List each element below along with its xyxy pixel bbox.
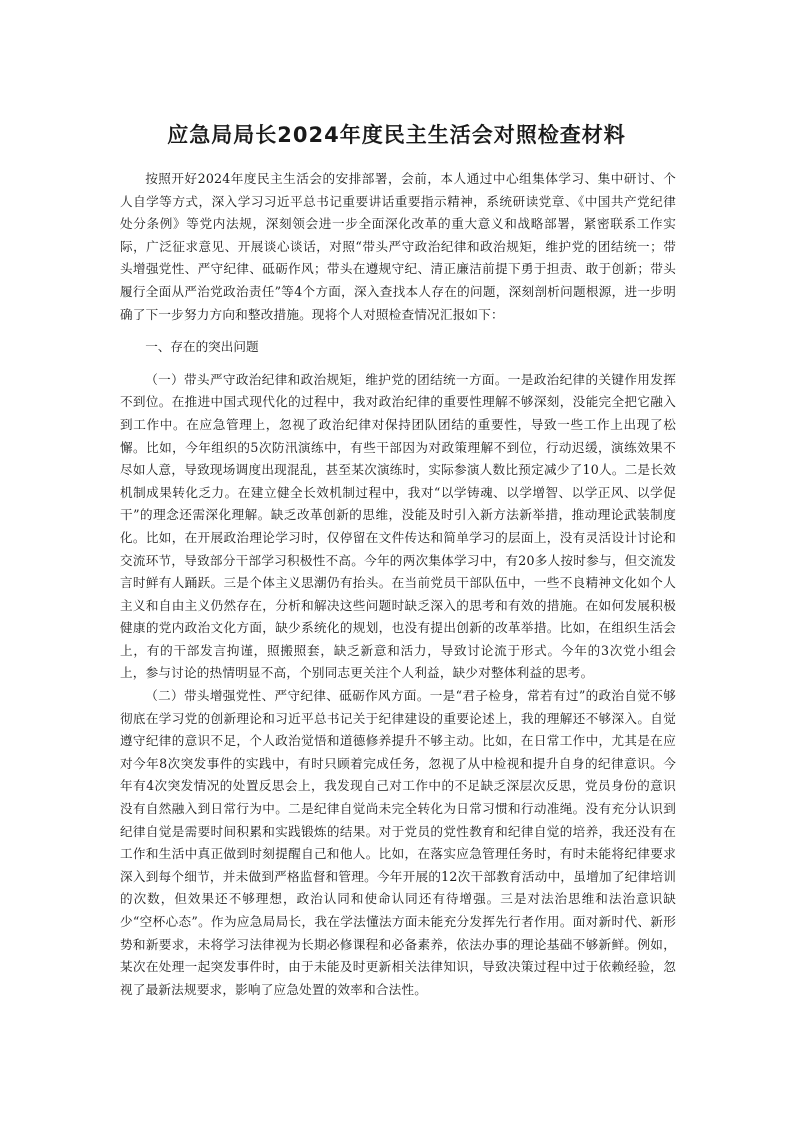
document-body bbox=[120, 168, 676, 1001]
paragraph-political-discipline: （一）带头严守政治纪律和政治规矩，维护党的团结统一方面。一是政治纪律的关键作用发挥不到位。在推进中国式现代化的过程中，我对政治纪律的重要性理解不够深刻，没能完全把它融入到工作中。在应急管理上，忽视了政治纪律对保持团队团结的重要性，导致一些工作上出现了松懈。比如，今年组织的5次防汛演练中，有些干部因为对政策理解不到位，行动迟缓，演练效果不尽如人意，导致现场调度出现混乱，甚至某次演练时，实际参演人数比预定减少了10人。二是长效机制成果转化乏力。在建立健全长效机制过程中，我对“以学铸魂、以学增智、以学正风、以学促干”的理念还需深化理解。缺乏改革创新的思维，没能及时引入新方法新举措，推动理论武装制度化。比如，在开展政治理论学习时，仅停留在文件传达和简单学习的层面上，没有灵活设计讨论和交流环节，导致部分干部学习积极性不高。今年的两次集体学习中，有20多人按时参与，但交流发言时鲜有人踊跃。三是个体主义思潮仍有抬头。在当前党员干部队伍中，一些不良精神文化如个人主义和自由主义仍然存在，分析和解决这些问题时缺乏深入的思考和有效的措施。在如何发展积极健康的党内政治文化方面，缺少系统化的规划，也没有提出创新的改革举措。比如，在组织生活会上，有的干部发言拘谨，照搬照套，缺乏新意和活力，导致讨论流于形式。今年的3次党小组会上，参与讨论的热情明显不高，个别同志更关注个人利益，缺少对整体利益的思考。 bbox=[120, 371, 676, 681]
intro-paragraph: 按照开好2024年度民主生活会的安排部署，会前，本人通过中心组集体学习、集中研讨、个人自学等方式，深入学习习近平总书记重要讲话重要指示精神，系统研读党章、《中国共产党纪律处分条例》等党内法规，深刻领会进一步全面深化改革的重大意义和战略部署，紧密联系工作实际，广泛征求意见、开展谈心谈话，对照“带头严守政治纪律和政治规矩，维护党的团结统一；带头增强党性、严守纪律、砥砺作风；带头在遵规守纪、清正廉洁前提下勇于担责、敢于创新；带头履行全面从严治党政治责任”等4个方面，深入查找本人存在的问题，深刻剖析问题根源，进一步明确了下一步努力方向和整改措施。现将个人对照检查情况汇报如下： bbox=[120, 171, 676, 322]
section-heading-problems: 一、存在的突出问题 bbox=[145, 339, 259, 355]
paragraph-party-spirit: （二）带头增强党性、严守纪律、砥砺作风方面。一是“君子检身，常若有过”的政治自觉不够彻底在学习党的创新理论和习近平总书记关于纪律建设的重要论述上，我的理解还不够深入。自觉遵守纪律的意识不足，个人政治觉悟和道德修养提升不够主动。比如，在日常工作中，尤其是在应对今年8次突发事件的实践中，有时只顾着完成任务，忽视了从中检视和提升自身的纪律意识。今年有4次突发情况的处置反思会上，我发现自己对工作中的不足缺乏深层次反思，党员身份的意识没有自然融入到日常行为中。二是纪律自觉尚未完全转化为日常习惯和行动准绳。没有充分认识到纪律自觉是需要时间积累和实践锻炼的结果。对于党员的党性教育和纪律自觉的培养，我还没有在工作和生活中真正做到时刻提醒自己和他人。比如，在落实应急管理任务时，有时未能将纪律要求深入到每个细节，并未做到严格监督和管理。今年开展的12次干部教育活动中，虽增加了纪律培训的次数，但效果还不够理想，政治认同和使命认同还有待增强。三是对法治思维和法治意识缺少“空杯心态”。作为应急局局长，我在学法懂法方面未能充分发挥先行者作用。面对新时代、新形势和新要求，未将学习法律视为长期必修课程和必备素养，依法办事的理论基础不够新鲜。例如，某次在处理一起突发事件时，由于未能及时更新相关法律知识，导致决策过程中过于依赖经验，忽视了最新法规要求，影响了应急处置的效率和合法性。 bbox=[120, 688, 676, 997]
document-title: 应急局局长2024年度民主生活会对照检查材料 bbox=[167, 123, 626, 147]
